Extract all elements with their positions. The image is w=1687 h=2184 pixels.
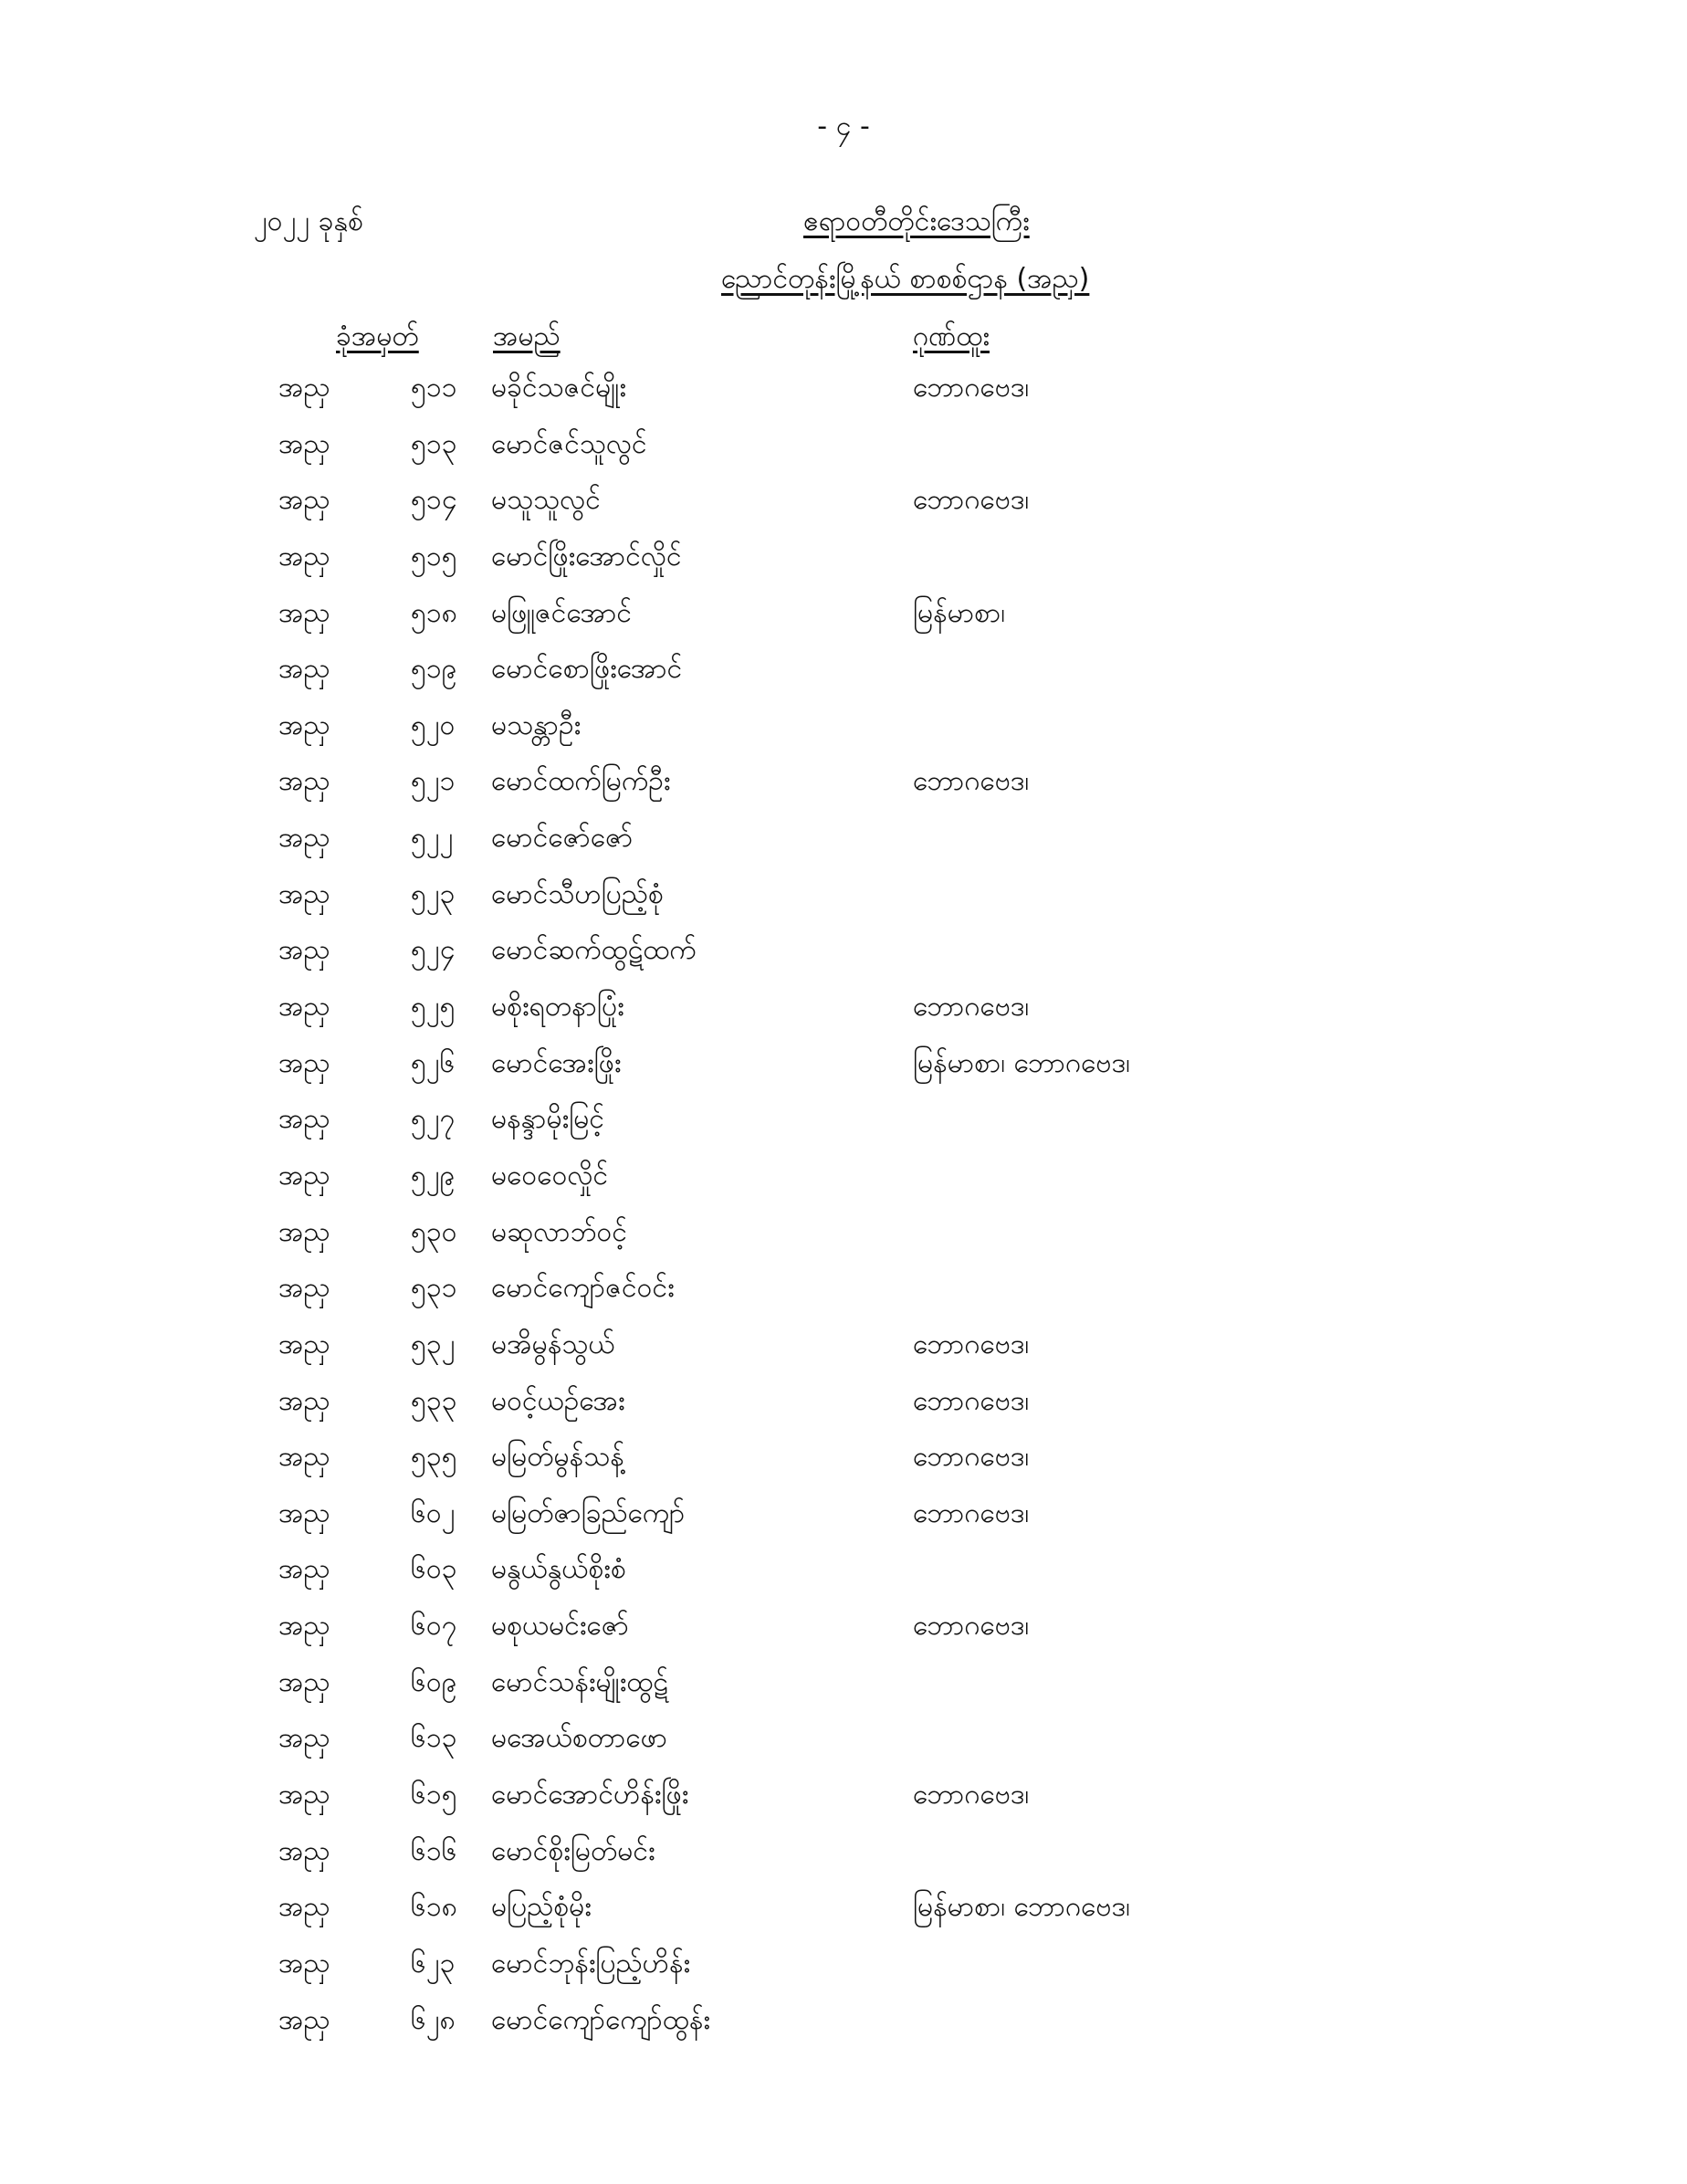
row-distinction: ဘောဂဗေဒ၊ bbox=[913, 1779, 1030, 1811]
row-name: မသန္တာဦး bbox=[491, 709, 582, 741]
row-roll-number: ၆၁၃ bbox=[411, 1722, 457, 1755]
row-name: မဝေဝေလှိုင် bbox=[491, 1159, 609, 1192]
row-prefix: အညှ bbox=[278, 1272, 330, 1305]
row-roll-number: ၅၂၁ bbox=[411, 765, 456, 798]
table-row bbox=[0, 1044, 1687, 1100]
row-roll-number: ၆၁၆ bbox=[411, 1834, 457, 1867]
row-distinction: ဘောဂဗေဒ၊ bbox=[913, 484, 1030, 517]
row-prefix: အညှ bbox=[278, 1834, 330, 1867]
row-name: မသူသူလွင် bbox=[491, 484, 601, 517]
row-prefix: အညှ bbox=[278, 1103, 330, 1136]
table-row bbox=[0, 1325, 1687, 1381]
row-name: မောင်ကျော်ဇင်ဝင်း bbox=[491, 1272, 675, 1305]
row-name: မောင်ဘုန်းပြည့်ဟိန်း bbox=[491, 1947, 691, 1979]
row-roll-number: ၅၃၂ bbox=[411, 1328, 456, 1360]
row-prefix: အညှ bbox=[278, 709, 330, 741]
row-prefix: အညှ bbox=[278, 1553, 330, 1586]
row-name: မစုယမင်းဇော် bbox=[491, 1610, 629, 1643]
row-distinction: ဘောဂဗေဒ၊ bbox=[913, 1610, 1030, 1643]
table-row bbox=[0, 1268, 1687, 1325]
row-name: မမြတ်မွန်သန့် bbox=[491, 1441, 624, 1474]
row-prefix: အညှ bbox=[278, 653, 330, 686]
row-roll-number: ၆၀၂ bbox=[411, 1496, 456, 1529]
region-title: ဧရာဝတီတိုင်းဒေသကြီး bbox=[803, 205, 1030, 237]
row-prefix: အညှ bbox=[278, 1722, 330, 1755]
table-row bbox=[0, 1944, 1687, 2000]
row-prefix: အညှ bbox=[278, 1441, 330, 1474]
row-roll-number: ၅၁၄ bbox=[411, 484, 457, 517]
table-row bbox=[0, 368, 1687, 425]
table-row bbox=[0, 593, 1687, 650]
row-roll-number: ၆၀၇ bbox=[411, 1610, 457, 1643]
row-name: မမြတ်ဇာခြည်ကျော် bbox=[491, 1496, 686, 1529]
row-distinction: ဘောဂဗေဒ၊ bbox=[913, 1441, 1030, 1474]
table-row bbox=[0, 425, 1687, 481]
row-distinction: ဘောဂဗေဒ၊ bbox=[913, 765, 1030, 798]
row-roll-number: ၅၂၂ bbox=[411, 822, 454, 855]
column-header-name: အမည် bbox=[493, 320, 561, 352]
row-roll-number: ၅၃၀ bbox=[411, 1215, 457, 1248]
row-roll-number: ၆၁၅ bbox=[411, 1779, 457, 1811]
row-roll-number: ၆၂၈ bbox=[411, 2003, 456, 2036]
row-prefix: အညှ bbox=[278, 2003, 330, 2036]
table-row bbox=[0, 537, 1687, 593]
row-name: မောင်ဇင်သူလွင် bbox=[491, 427, 647, 460]
row-prefix: အညှ bbox=[278, 1328, 330, 1360]
row-prefix: အညှ bbox=[278, 1159, 330, 1192]
row-name: မအိမွန်သွယ် bbox=[491, 1328, 615, 1360]
row-prefix: အညှ bbox=[278, 1779, 330, 1811]
row-roll-number: ၅၁၁ bbox=[411, 372, 457, 404]
row-roll-number: ၆၀၉ bbox=[411, 1665, 457, 1698]
row-prefix: အညှ bbox=[278, 1046, 330, 1079]
row-roll-number: ၅၁၅ bbox=[411, 540, 457, 572]
row-distinction: မြန်မာစာ၊ bbox=[913, 596, 1006, 629]
row-roll-number: ၅၁၉ bbox=[411, 653, 457, 686]
row-roll-number: ၆၁၈ bbox=[411, 1891, 457, 1924]
table-row bbox=[0, 761, 1687, 818]
row-roll-number: ၅၂၆ bbox=[411, 1046, 456, 1079]
row-distinction: မြန်မာစာ၊ ဘောဂဗေဒ၊ bbox=[913, 1046, 1130, 1079]
row-name: မောင်အေးဖြိုး bbox=[491, 1046, 622, 1079]
page-number: - ၄ - bbox=[817, 110, 870, 142]
table-row bbox=[0, 1099, 1687, 1156]
row-prefix: အညှ bbox=[278, 1610, 330, 1643]
row-prefix: အညှ bbox=[278, 427, 330, 460]
row-roll-number: ၅၃၅ bbox=[411, 1441, 457, 1474]
row-roll-number: ၅၁၈ bbox=[411, 596, 457, 629]
row-distinction: မြန်မာစာ၊ ဘောဂဗေဒ၊ bbox=[913, 1891, 1130, 1924]
row-prefix: အညှ bbox=[278, 596, 330, 629]
row-roll-number: ၅၂၅ bbox=[411, 991, 456, 1024]
table-row bbox=[0, 1663, 1687, 1719]
column-header-roll-no: ခုံအမှတ် bbox=[336, 320, 419, 352]
row-name: မောင်ဖြိုးအောင်လှိုင် bbox=[491, 540, 682, 572]
table-row bbox=[0, 706, 1687, 762]
row-prefix: အညှ bbox=[278, 1215, 330, 1248]
column-header-distinction: ဂုဏ်ထူး bbox=[913, 320, 990, 352]
row-prefix: အညှ bbox=[278, 877, 330, 910]
year-label: ၂၀၂၂ ခုနှစ် bbox=[254, 205, 363, 237]
row-name: မောင်ကျော်ကျော်ထွန်း bbox=[491, 2003, 710, 2036]
row-prefix: အညှ bbox=[278, 765, 330, 798]
row-prefix: အညှ bbox=[278, 540, 330, 572]
row-prefix: အညှ bbox=[278, 1496, 330, 1529]
row-prefix: အညှ bbox=[278, 991, 330, 1024]
row-name: မပြည့်စုံမိုး bbox=[491, 1891, 592, 1924]
row-name: မောင်စိုးမြတ်မင်း bbox=[491, 1834, 655, 1867]
exam-center-subtitle: ညောင်တုန်းမြို့နယ် စာစစ်ဌာန (အညှ) bbox=[721, 263, 1090, 295]
results-list bbox=[0, 368, 1687, 2056]
row-roll-number: ၅၂၃ bbox=[411, 877, 456, 910]
row-roll-number: ၅၁၃ bbox=[411, 427, 457, 460]
table-row bbox=[0, 2000, 1687, 2057]
row-prefix: အညှ bbox=[278, 1384, 330, 1417]
row-name: မနန္ဒာမိုးမြင့် bbox=[491, 1103, 605, 1136]
row-roll-number: ၅၃၁ bbox=[411, 1272, 457, 1305]
row-name: မောင်စောဖြိုးအောင် bbox=[491, 653, 683, 686]
row-distinction: ဘောဂဗေဒ၊ bbox=[913, 1384, 1030, 1417]
table-row bbox=[0, 1213, 1687, 1269]
row-roll-number: ၆၀၃ bbox=[411, 1553, 457, 1586]
row-distinction: ဘောဂဗေဒ၊ bbox=[913, 372, 1030, 404]
row-prefix: အညှ bbox=[278, 1947, 330, 1979]
table-row bbox=[0, 1887, 1687, 1944]
table-row bbox=[0, 987, 1687, 1044]
table-row bbox=[0, 1606, 1687, 1663]
row-name: မစိုးရတနာပြုံး bbox=[491, 991, 624, 1024]
row-roll-number: ၅၃၃ bbox=[411, 1384, 457, 1417]
row-prefix: အညှ bbox=[278, 1891, 330, 1924]
table-row bbox=[0, 875, 1687, 931]
row-prefix: အညှ bbox=[278, 484, 330, 517]
row-name: မအေယ်စတာဖော bbox=[491, 1722, 668, 1755]
table-row bbox=[0, 1832, 1687, 1888]
table-row bbox=[0, 1381, 1687, 1438]
row-distinction: ဘောဂဗေဒ၊ bbox=[913, 1328, 1030, 1360]
table-row bbox=[0, 649, 1687, 706]
row-roll-number: ၆၂၃ bbox=[411, 1947, 456, 1979]
row-prefix: အညှ bbox=[278, 372, 330, 404]
row-name: မောင်ဇော်ဇော် bbox=[491, 822, 634, 855]
table-row bbox=[0, 1718, 1687, 1775]
row-name: မောင်အောင်ဟိန်းဖြိုး bbox=[491, 1779, 689, 1811]
row-name: မဝင့်ယဉ်အေး bbox=[491, 1384, 625, 1417]
row-roll-number: ၅၂၇ bbox=[411, 1103, 456, 1136]
row-prefix: အညှ bbox=[278, 934, 330, 967]
table-row bbox=[0, 1549, 1687, 1606]
row-roll-number: ၅၂၀ bbox=[411, 709, 456, 741]
row-distinction: ဘောဂဗေဒ၊ bbox=[913, 1496, 1030, 1529]
row-prefix: အညှ bbox=[278, 822, 330, 855]
row-name: မောင်သီဟပြည့်စုံ bbox=[491, 877, 664, 910]
table-row bbox=[0, 1494, 1687, 1550]
row-name: မောင်ထက်မြက်ဦး bbox=[491, 765, 671, 798]
table-row bbox=[0, 480, 1687, 537]
row-name: မောင်ဆက်ထွဋ်ထက် bbox=[491, 934, 697, 967]
table-row bbox=[0, 1156, 1687, 1213]
row-name: မောင်သန်းမျိုးထွဋ် bbox=[491, 1665, 669, 1698]
row-name: မခိုင်သဇင်မျိုး bbox=[491, 372, 626, 404]
row-roll-number: ၅၂၄ bbox=[411, 934, 456, 967]
table-row bbox=[0, 1775, 1687, 1832]
table-row bbox=[0, 930, 1687, 987]
row-name: မဆုလာဘ်ဝင့် bbox=[491, 1215, 627, 1248]
row-prefix: အညှ bbox=[278, 1665, 330, 1698]
row-distinction: ဘောဂဗေဒ၊ bbox=[913, 991, 1030, 1024]
table-row bbox=[0, 818, 1687, 875]
row-name: မနွယ်နွယ်စိုးစံ bbox=[491, 1553, 626, 1586]
row-roll-number: ၅၂၉ bbox=[411, 1159, 456, 1192]
table-row bbox=[0, 1437, 1687, 1494]
row-name: မဖြူဇင်အောင် bbox=[491, 596, 633, 629]
